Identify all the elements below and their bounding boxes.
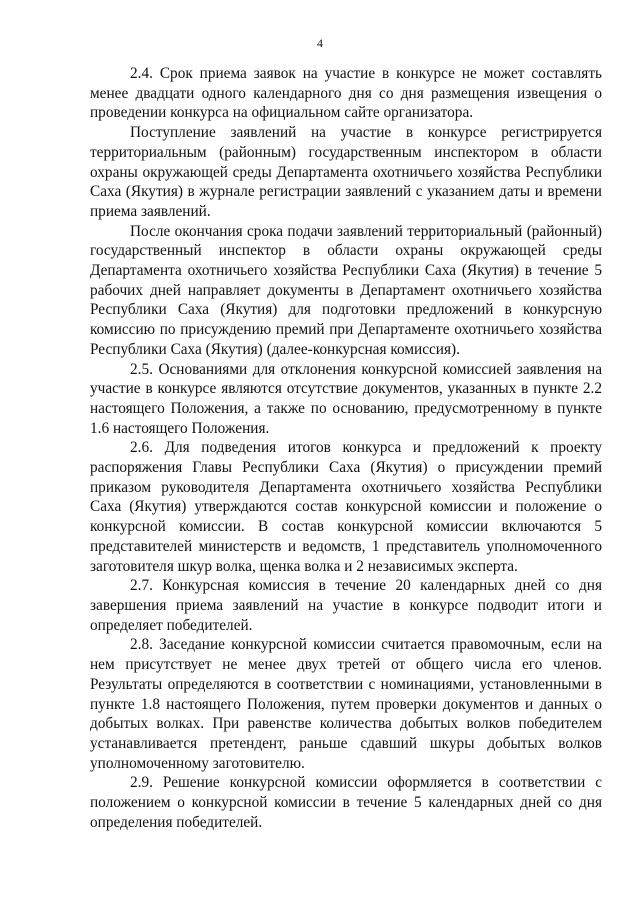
paragraph-2-7: 2.7. Конкурсная комиссия в течение 20 календарных дней со дня завершения приема заявлений на участие в конкурсе подводит итоги и определяет победителей. bbox=[90, 577, 602, 634]
paragraph-2-6: 2.6. Для подведения итогов конкурса и предложений к проекту распоряжения Главы Республики Саха (Якутия) о присуждении премий приказом руководителя Департамента охотничьего хозяйства Республики Саха (Якутия) утверждаются состав конкурсной комиссии и положение о конкурсной комиссии. В состав конкурсной комиссии включаются 5 представителей министерств и ведомств, 1 представитель уполномоченного заготовителя шкур волка, щенка волка и 2 независимых эксперта. bbox=[90, 439, 602, 575]
paragraph-2-4: 2.4. Срок приема заявок на участие в конкурсе не может составлять менее двадцати одного календарного дня со дня размещения извещения о проведении конкурса на официальном сайте организатора. bbox=[90, 65, 602, 122]
paragraph-registration: Поступление заявлений на участие в конкурсе регистрируется территориальным (районным) государственным инспектором в области охраны окружающей среды Департамента охотничьего хозяйства Республики Саха (Якутия) в журнале регистрации заявлений с указанием даты и времени приема заявлений. bbox=[90, 124, 602, 220]
document-body bbox=[90, 64, 602, 832]
paragraph-2-8: 2.8. Заседание конкурсной комиссии считается правомочным, если на нем присутствует не менее двух третей от общего числа его членов. Результаты определяются в соответствии с номинациями, установленными в пункте 1.8 настоящего Положения, путем проверки документов и данных о добытых волках. При равенстве количества добытых волков победителем устанавливается претендент, раньше сдавший шкуры добытых волков уполномоченному заготовителю. bbox=[90, 636, 602, 772]
paragraph-2-9: 2.9. Решение конкурсной комиссии оформляется в соответствии с положением о конкурсной комиссии в течение 5 календарных дней со дня определения победителей. bbox=[90, 774, 602, 831]
paragraph-deadline: После окончания срока подачи заявлений территориальный (районный) государственный инспектор в области охраны окружающей среды Департамента охотничьего хозяйства Республики Саха (Якутия) в течение 5 рабочих дней направляет документы в Департамент охотничьего хозяйства Республики Саха (Якутия) для подготовки предложений в конкурсную комиссию по присуждению премий при Департаменте охотничьего хозяйства Республики Саха (Якутия) (далее-конкурсная комиссия). bbox=[90, 222, 602, 358]
page-number: 4 bbox=[317, 36, 323, 50]
paragraph-2-5: 2.5. Основаниями для отклонения конкурсной комиссией заявления на участие в конкурсе являются отсутствие документов, указанных в пункте 2.2 настоящего Положения, а также по основанию, предусмотренному в пункте 1.6 настоящего Положения. bbox=[90, 360, 602, 437]
